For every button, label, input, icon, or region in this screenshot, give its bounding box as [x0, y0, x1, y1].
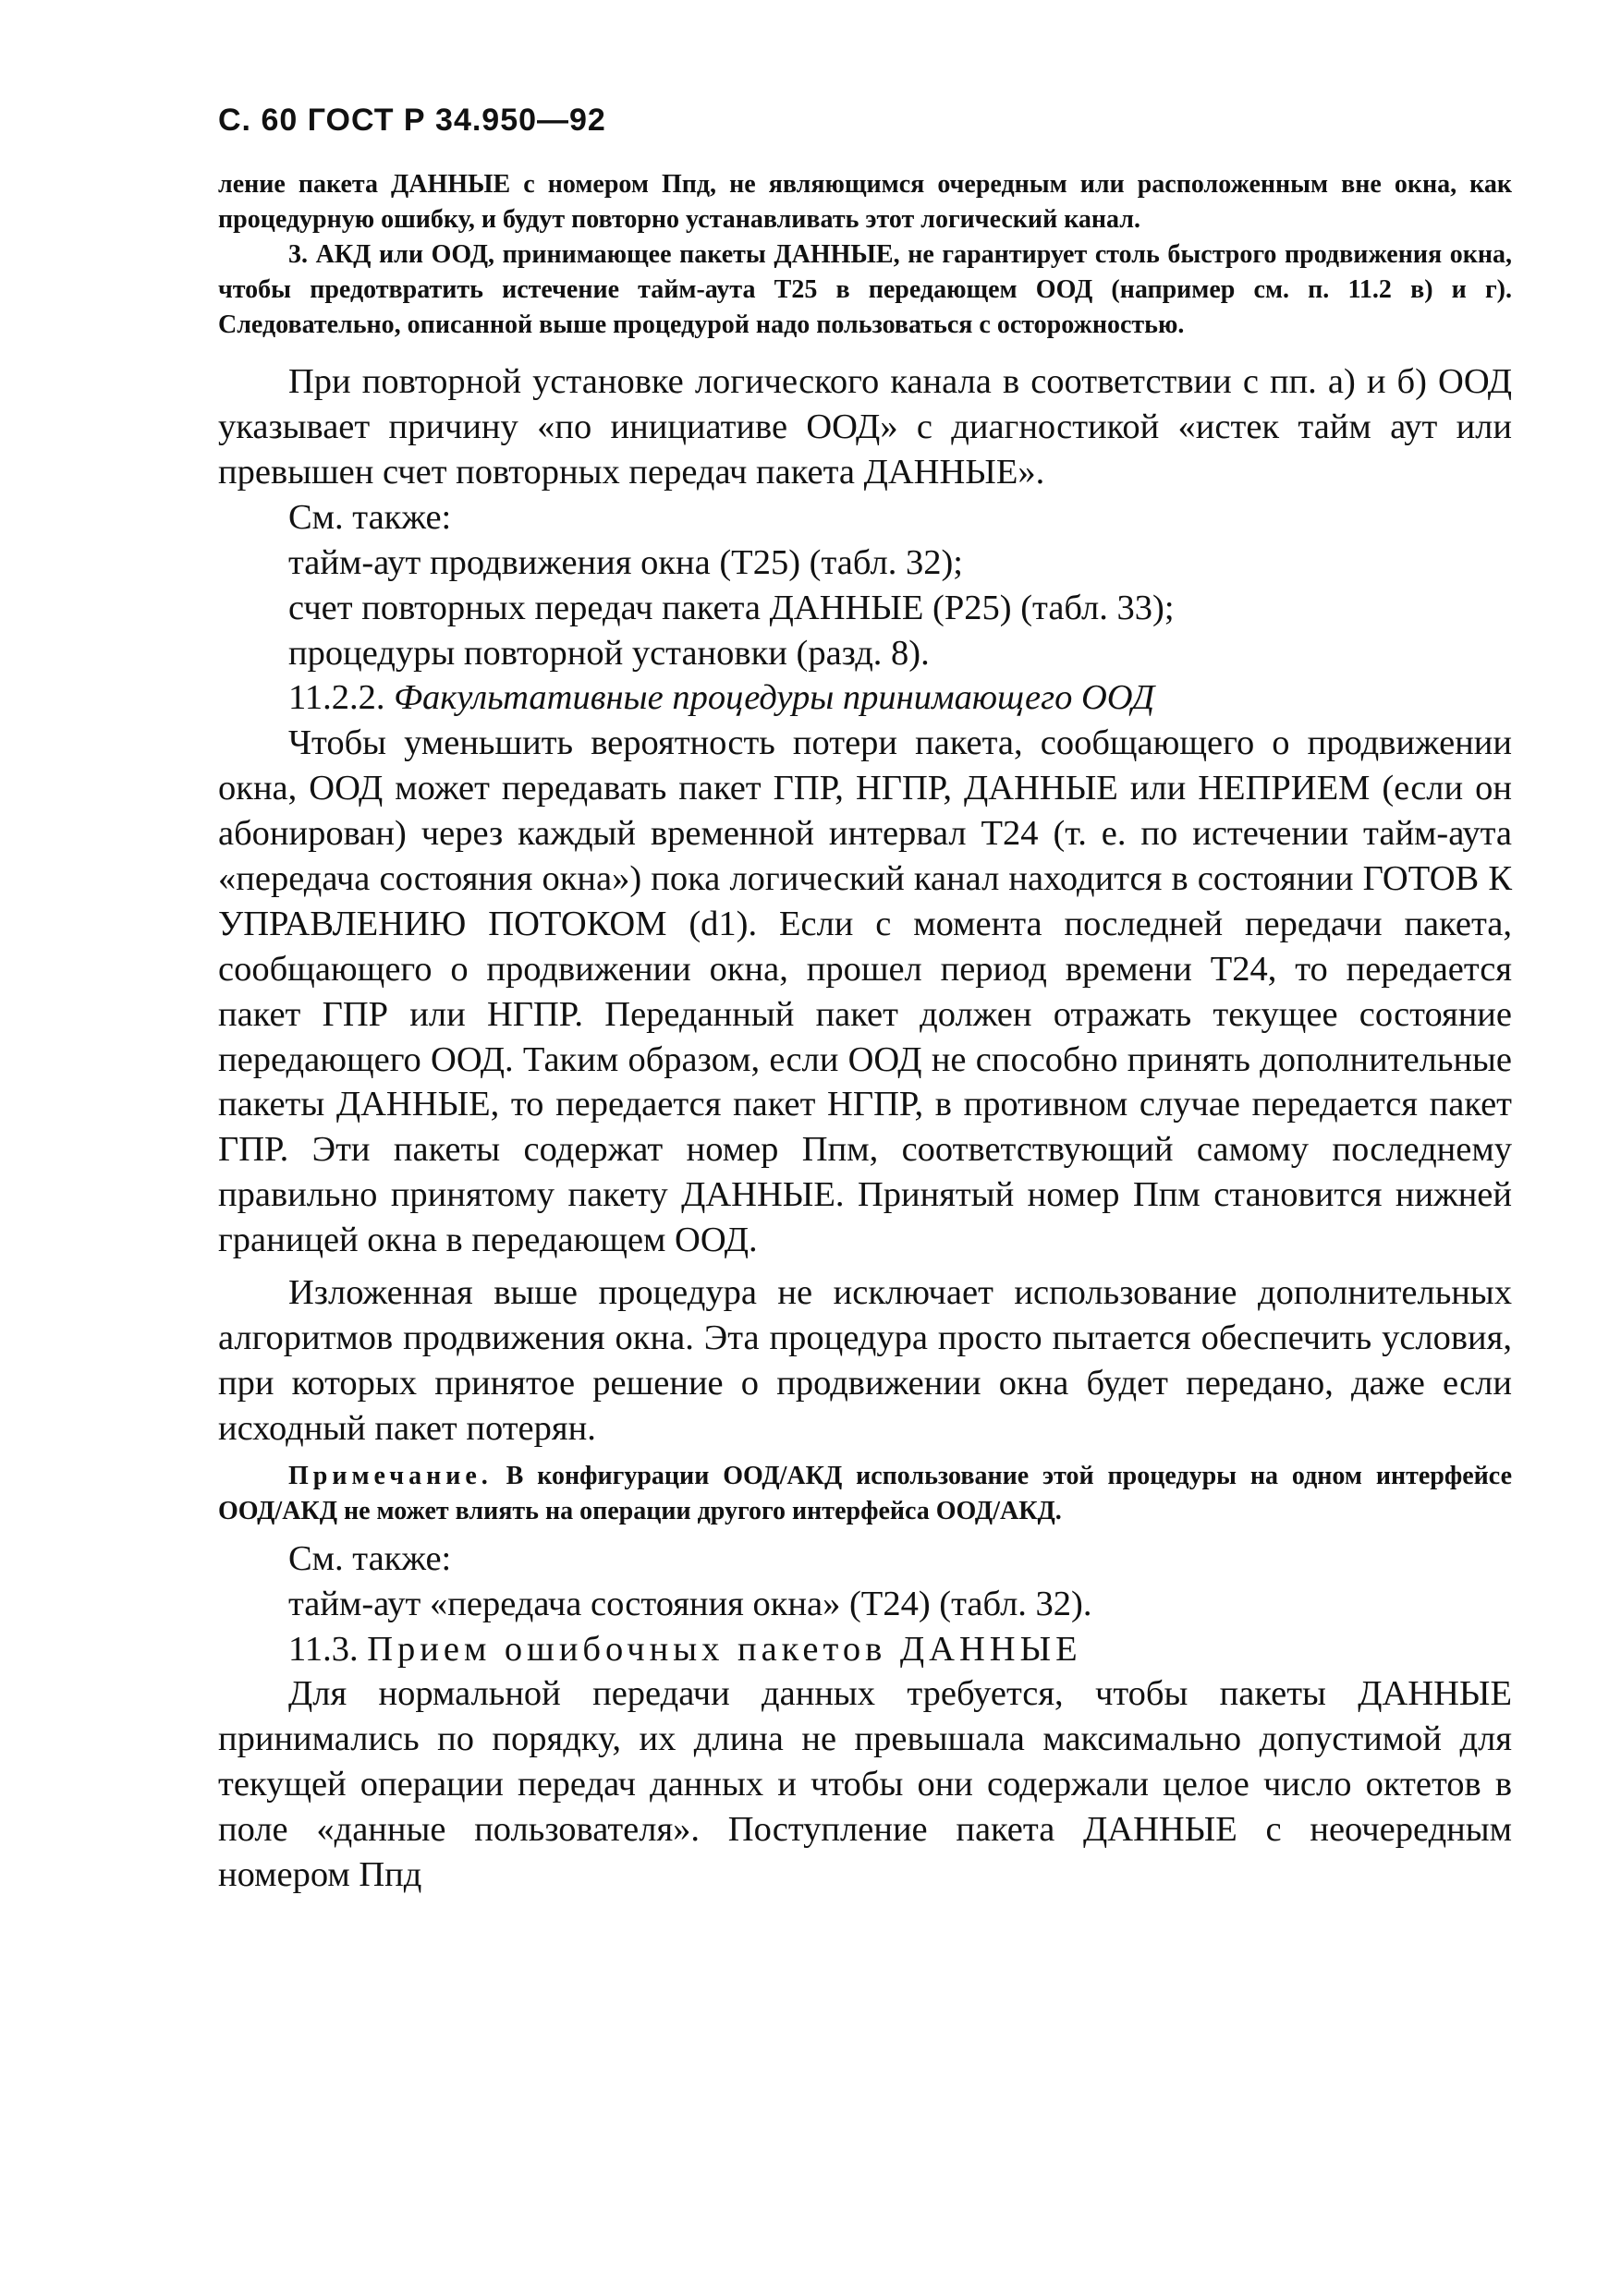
section-number: 11.2.2. [288, 678, 385, 718]
item-3-paragraph: 3. АКД или ООД, принимающее пакеты ДАННЫЕ, не гарантирует столь быстрого продвижения окна, чтобы предотвратить истечение тайм-аута T25 в передающем ООД (например см. п. 11.2 в) и г). Следовательно, описанной выше процедурой надо пользоваться с осторожностью. [218, 239, 1512, 340]
receive-errors-paragraph: Для нормальной передачи данных требуется, чтобы пакеты ДАННЫЕ принимались по порядку, их длина не превышала максимально допустимой для текущей операции передач данных и чтобы они содержали целое число октетов в поле «данные пользователя». Поступление пакета ДАННЫЕ с неочередным номером Ппд [218, 1674, 1512, 1894]
section-number: 11.3. [288, 1629, 359, 1669]
see-also-label: См. также: [288, 1538, 452, 1578]
reinstall-paragraph: При повторной установке логического канала в соответствии с пп. а) и б) ООД указывает причину «по инициативе ООД» с диагностикой «истек тайм аут или превышен счет повторных передач пакета ДАННЫЕ». [218, 362, 1512, 492]
section-heading-11-3 [218, 1627, 1512, 1672]
continuation-paragraph: ление пакета ДАННЫЕ с номером Ппд, не являющимся очередным или расположенным вне окна, как процедурную ошибку, и будут повторно устанавливать этот логический канал. [218, 169, 1512, 234]
page-header: С. 60 ГОСТ Р 34.950—92 [218, 103, 606, 138]
see-also-block-1 [218, 495, 1512, 676]
note-lead: Примечание. [288, 1461, 493, 1490]
see-also-item: счет повторных передач пакета ДАННЫЕ (P25) (табл. 33); [288, 588, 1175, 627]
section-heading-11-2-2 [218, 675, 1512, 721]
document-page [218, 102, 1512, 1898]
section-title: Прием ошибочных пакетов ДАННЫЕ [367, 1629, 1082, 1669]
note-text: В конфигурации ООД/АКД использование этой процедуры на одном интерфейсе ООД/АКД не может влиять на операции другого интерфейса ООД/АКД. [218, 1461, 1512, 1525]
see-also-block-2 [218, 1537, 1512, 1627]
see-also-item: процедуры повторной установки (разд. 8). [288, 633, 930, 673]
note-paragraph [218, 1459, 1512, 1529]
optional-procedures-paragraph: Чтобы уменьшить вероятность потери пакета, сообщающего о продвижении окна, ООД может передавать пакет ГПР, НГПР, ДАННЫЕ или НЕПРИЕМ (если он абонирован) через каждый временной интервал T24 (т. е. по истечении тайм-аута «передача состояния окна») пока логический канал находится в состоянии ГОТОВ К УПРАВЛЕНИЮ ПОТОКОМ (d1). Если с момента последней передачи пакета, сообщающего о продвижении окна, прошел период времени T24, то передается пакет ГПР или НГПР. Переданный пакет должен отражать текущее состояние передающего ООД. Таким образом, если ООД не способно принять дополнительные пакеты ДАННЫЕ, то передается пакет НГПР, в противном случае передается пакет ГПР. Эти пакеты содержат номер Ппм, соответствующий самому последнему правильно принятому пакету ДАННЫЕ. Принятый номер Ппм становится нижней границей окна в передающем ООД. [218, 723, 1512, 1260]
see-also-label: См. также: [288, 497, 452, 537]
see-also-item: тайм-аут продвижения окна (T25) (табл. 32); [288, 542, 963, 582]
algorithms-paragraph: Изложенная выше процедура не исключает использование дополнительных алгоритмов продвижения окна. Эта процедура просто пытается обеспечить условия, при которых принятое решение о продвижении окна будет передано, даже если исходный пакет потерян. [218, 1273, 1512, 1448]
see-also-item: тайм-аут «передача состояния окна» (T24) (табл. 32). [288, 1584, 1092, 1623]
section-title: Факультативные процедуры принимающего ООД [394, 678, 1155, 718]
